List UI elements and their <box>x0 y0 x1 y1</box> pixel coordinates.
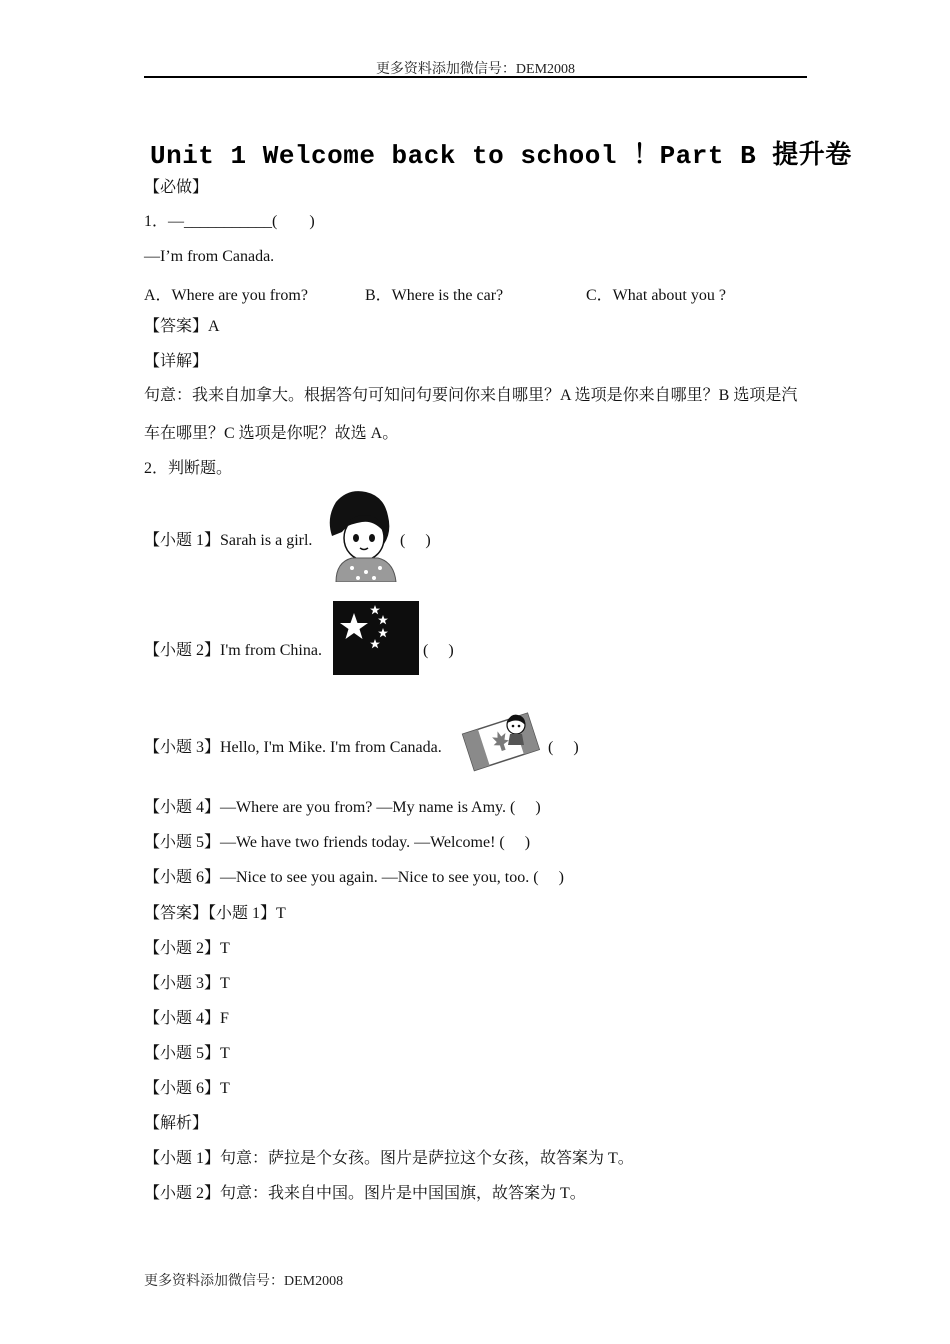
girl-picture-icon <box>322 488 398 582</box>
q2-item-3 <box>144 738 442 758</box>
q2-item-6: 【小题 6】—Nice to see you again. —Nice to see you, too. ( ) <box>144 869 564 886</box>
q2-answer-2: 【小题 2】T <box>144 940 230 957</box>
q2-answer-4: 【小题 4】F <box>144 1010 229 1027</box>
q1-answer: 【答案】A <box>144 318 220 335</box>
q2-answer-1: 【答案】【小题 1】T <box>144 905 286 922</box>
china-flag-icon <box>333 601 419 675</box>
q2-item-3-paren: ( ) <box>548 739 579 756</box>
q2-analysis-2: 【小题 2】句意：我来自中国。图片是中国国旗，故答案为 T。 <box>144 1185 586 1202</box>
page-footer: 更多资料添加微信号：DEM2008 <box>144 1274 344 1289</box>
canada-flag-boy-icon <box>460 705 540 773</box>
q2-item-2 <box>144 641 322 661</box>
q2-item-2-text: 【小题 2】I'm from China. <box>144 642 322 659</box>
q2-analysis-1: 【小题 1】句意：萨拉是个女孩。图片是萨拉这个女孩，故答案为 T。 <box>144 1150 634 1167</box>
q1-stem: 1．—___________( ) <box>144 213 315 230</box>
document-title: Unit 1 Welcome back to school ！Part B 提升卷 <box>150 141 852 171</box>
q2-item-3-text: 【小题 3】Hello, I'm Mike. I'm from Canada. <box>144 739 442 756</box>
q2-answer-6: 【小题 6】T <box>144 1080 230 1097</box>
q2-item-1-text: 【小题 1】Sarah is a girl. <box>144 532 313 549</box>
q2-analysis-label: 【解析】 <box>144 1115 209 1132</box>
header-rule <box>144 76 807 78</box>
q2-item-1 <box>144 531 312 551</box>
q2-item-5: 【小题 5】—We have two friends today. —Welcome! ( ) <box>144 834 531 851</box>
q1-detail-label: 【详解】 <box>144 353 209 370</box>
q1-reply: —I’m from Canada. <box>144 248 275 265</box>
page-header: 更多资料添加微信号：DEM2008 <box>375 62 576 77</box>
q1-option-b: B．Where is the car? <box>365 287 504 304</box>
q2-answer-5: 【小题 5】T <box>144 1045 230 1062</box>
q1-detail-text: 句意：我来自加拿大。根据答句可知问句要问你来自哪里？A 选项是你来自哪里？B 选项是汽车在哪里？C 选项是你呢？故选 A。 <box>144 387 798 442</box>
q2-item-2-paren: ( ) <box>423 642 454 659</box>
q1-option-a: A．Where are you from? <box>144 287 308 304</box>
q2-answer-3: 【小题 3】T <box>144 975 230 992</box>
q2-item-1-paren: ( ) <box>400 532 431 549</box>
q1-option-c: C．What about you ? <box>586 287 726 304</box>
section-label: 【必做】 <box>144 179 209 196</box>
q2-stem: 2．判断题。 <box>144 460 233 477</box>
q2-item-4: 【小题 4】—Where are you from? —My name is Amy. ( ) <box>144 799 541 816</box>
